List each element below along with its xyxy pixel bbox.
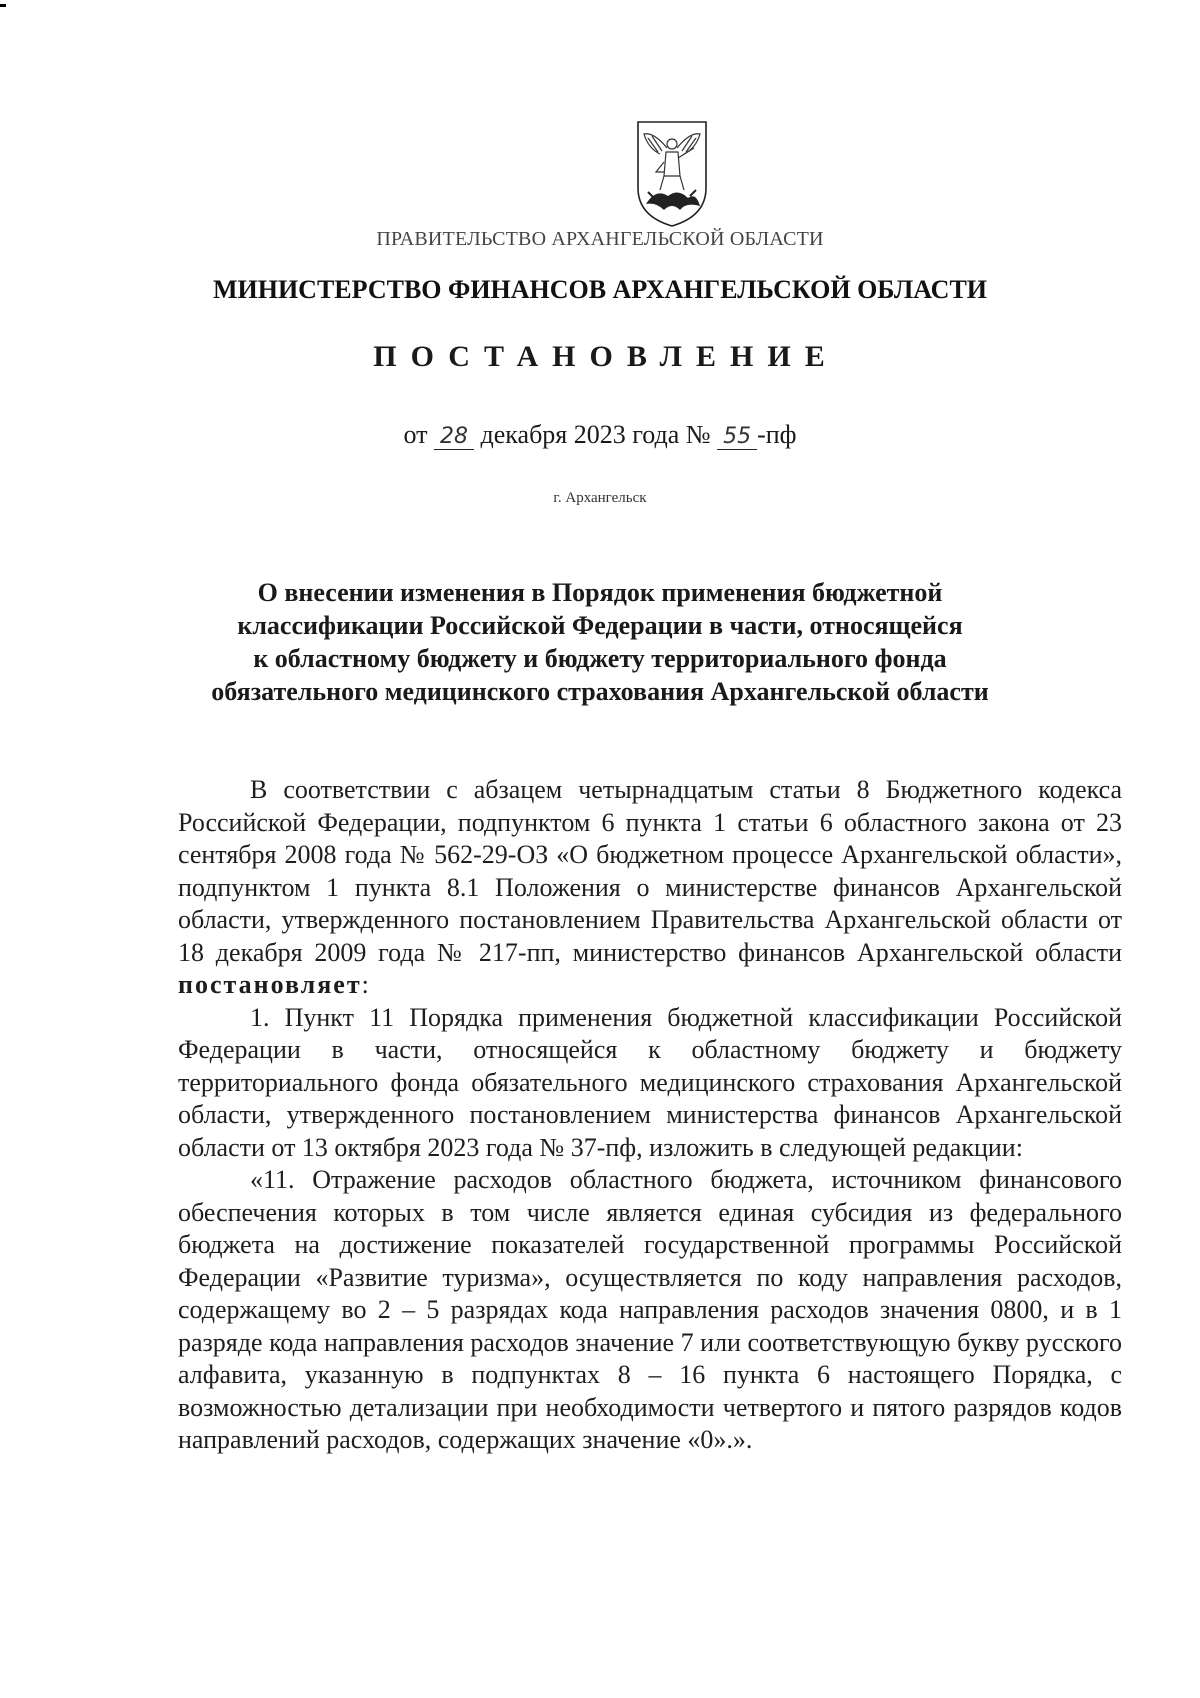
city-line: г. Архангельск <box>553 490 647 506</box>
decree-colon: : <box>361 970 369 999</box>
subject-line: к областному бюджету и бюджету территориального фонда <box>253 644 947 673</box>
subject-heading <box>0 576 1200 708</box>
government-heading: ПРАВИТЕЛЬСТВО АРХАНГЕЛЬСКОЙ ОБЛАСТИ <box>376 228 824 250</box>
subject-line: обязательного медицинского страхования Архангельской области <box>211 677 989 706</box>
document-type-title: ПОСТАНОВЛЕНИЕ <box>373 340 839 373</box>
document-body <box>178 774 1122 1457</box>
preamble-text: В соответствии с абзацем четырнадцатым статьи 8 Бюджетного кодекса Российской Федерации, подпунктом 6 пункта 1 статьи 6 областного закона от 23 сентября 2008 года № 562-29-ОЗ «О бюджетном процессе Архангельской области», подпунктом 1 пункта 8.1 Положения о министерстве финансов Архангельской области, утвержденного постановлением Правительства Архангельской области от 18 декабря 2009 года № 217-пп, министерство финансов Архангельской области <box>178 775 1122 967</box>
item-1-new-text: «11. Отражение расходов областного бюджета, источником финансового обеспечения которых в том числе является единая субсидия из федерального бюджета на достижение показателей государственной программы Российской Федерации «Развитие туризма», осуществляется по коду направления расходов, содержащему во 2 – 5 разрядах кода направления расходов значения 0800, и в 1 разряде кода направления расходов значение 7 или соответствующую букву русского алфавита, указанную в подпунктах 8 – 16 пункта 6 настоящего Порядка, с возможностью детализации при необходимости четвертого и пятого разрядов кодов направлений расходов, содержащих значение «0».». <box>178 1165 1122 1454</box>
ministry-heading: МИНИСТЕРСТВО ФИНАНСОВ АРХАНГЕЛЬСКОЙ ОБЛАСТИ <box>212 275 988 304</box>
preamble-paragraph <box>178 774 1122 1002</box>
number-suffix: -пф <box>757 420 797 449</box>
archangel-coat-of-arms-icon <box>634 118 710 228</box>
document-number-handwritten: 55 <box>717 425 757 450</box>
date-day-handwritten: 28 <box>434 425 474 450</box>
date-rest: декабря 2023 года № <box>480 420 711 449</box>
subject-line: О внесении изменения в Порядок применения бюджетной <box>257 578 943 607</box>
scan-mark <box>0 4 6 7</box>
subject-line: классификации Российской Федерации в части, относящейся <box>237 611 963 640</box>
date-number-line <box>0 420 1200 450</box>
item-1-paragraph: 1. Пункт 11 Порядка применения бюджетной классификации Российской Федерации в части, относящейся к областному бюджету и бюджету территориального фонда обязательного медицинского страхования Архангельской области, утвержденного постановлением министерства финансов Архангельской области от 13 октября 2023 года № 37-пф, изложить в следующей редакции: <box>178 1002 1122 1162</box>
date-prefix: от <box>403 420 428 449</box>
decree-word: постановляет <box>178 970 362 999</box>
